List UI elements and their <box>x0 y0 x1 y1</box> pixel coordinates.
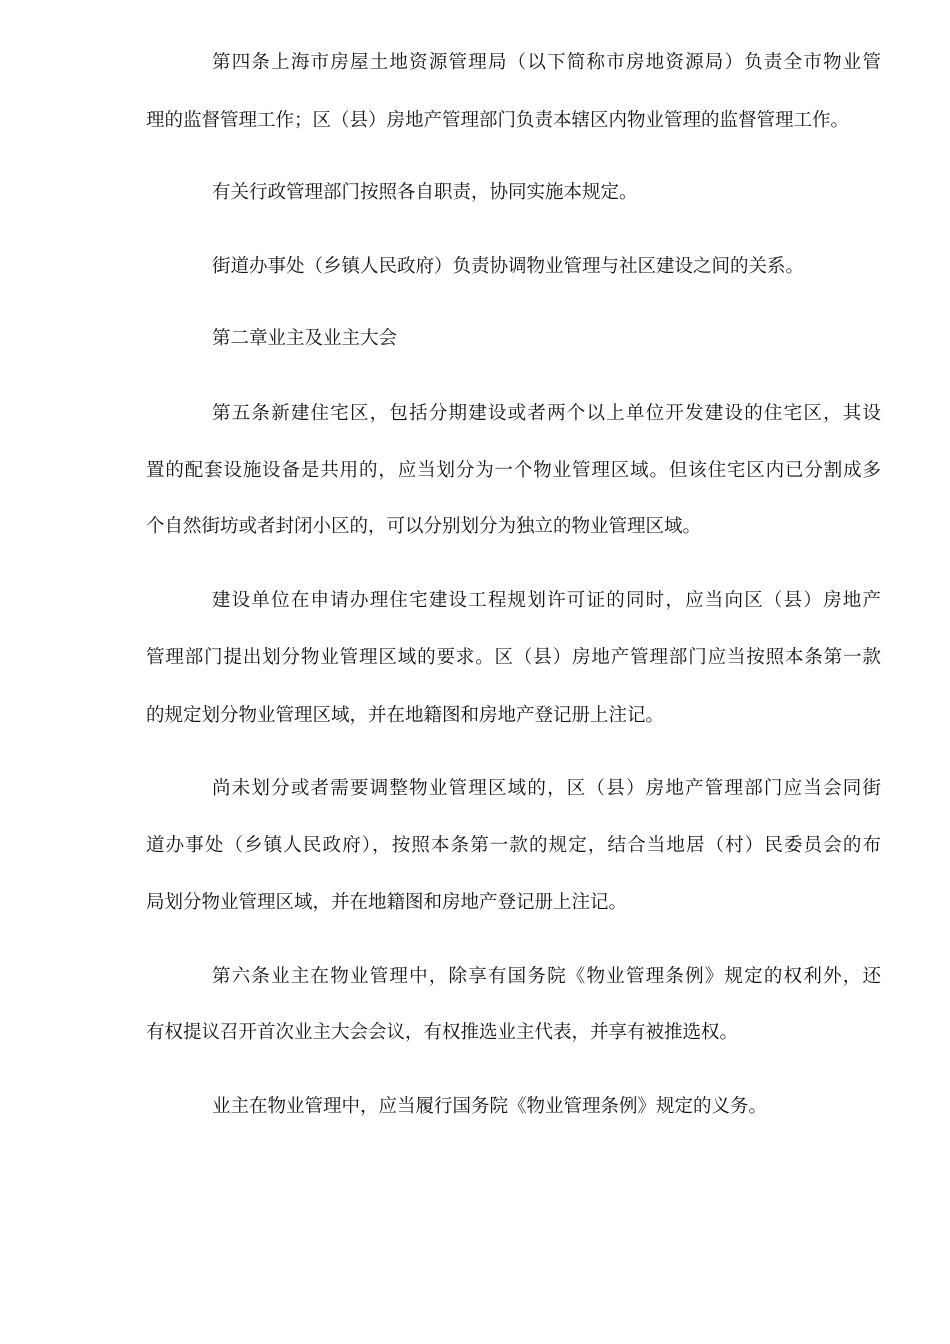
paragraph-6-line-1: 建设单位在申请办理住宅建设工程规划许可证的同时，应当向区（县）房地产 <box>212 590 881 611</box>
paragraph-1-line-2: 理的监督管理工作；区（县）房地产管理部门负责本辖区内物业管理的监督管理工作。 <box>146 110 850 131</box>
paragraph-7-line-2: 道办事处（乡镇人民政府），按照本条第一款的规定，结合当地居（村）民委员会的布 <box>146 835 881 856</box>
paragraph-5-line-2: 置的配套设施设备是共用的，应当划分为一个物业管理区域。但该住宅区内已分割成多 <box>146 460 881 481</box>
paragraph-5-line-3: 个自然街坊或者封闭小区的，可以分别划分为独立的物业管理区域。 <box>146 516 702 537</box>
chapter-heading: 第二章业主及业主大会 <box>212 328 398 349</box>
paragraph-7-line-3: 局划分物业管理区域，并在地籍图和房地产登记册上注记。 <box>146 892 628 913</box>
paragraph-1-line-1: 第四条上海市房屋土地资源管理局（以下简称市房地资源局）负责全市物业管 <box>212 52 881 73</box>
paragraph-5-line-1: 第五条新建住宅区，包括分期建设或者两个以上单位开发建设的住宅区，其设 <box>212 403 881 424</box>
paragraph-7-line-1: 尚未划分或者需要调整物业管理区域的，区（县）房地产管理部门应当会同街 <box>212 778 881 799</box>
paragraph-3-line-1: 街道办事处（乡镇人民政府）负责协调物业管理与社区建设之间的关系。 <box>212 256 805 277</box>
paragraph-8-line-2: 有权提议召开首次业主大会会议，有权推选业主代表，并享有被推选权。 <box>146 1022 739 1043</box>
paragraph-8-line-1: 第六条业主在物业管理中，除享有国务院《物业管理条例》规定的权利外，还 <box>212 966 881 987</box>
paragraph-9-line-1: 业主在物业管理中，应当履行国务院《物业管理条例》规定的义务。 <box>212 1096 768 1117</box>
paragraph-6-line-2: 管理部门提出划分物业管理区域的要求。区（县）房地产管理部门应当按照本条第一款 <box>146 647 881 668</box>
paragraph-6-line-3: 的规定划分物业管理区域，并在地籍图和房地产登记册上注记。 <box>146 705 665 726</box>
paragraph-2-line-1: 有关行政管理部门按照各自职责，协同实施本规定。 <box>212 182 638 203</box>
